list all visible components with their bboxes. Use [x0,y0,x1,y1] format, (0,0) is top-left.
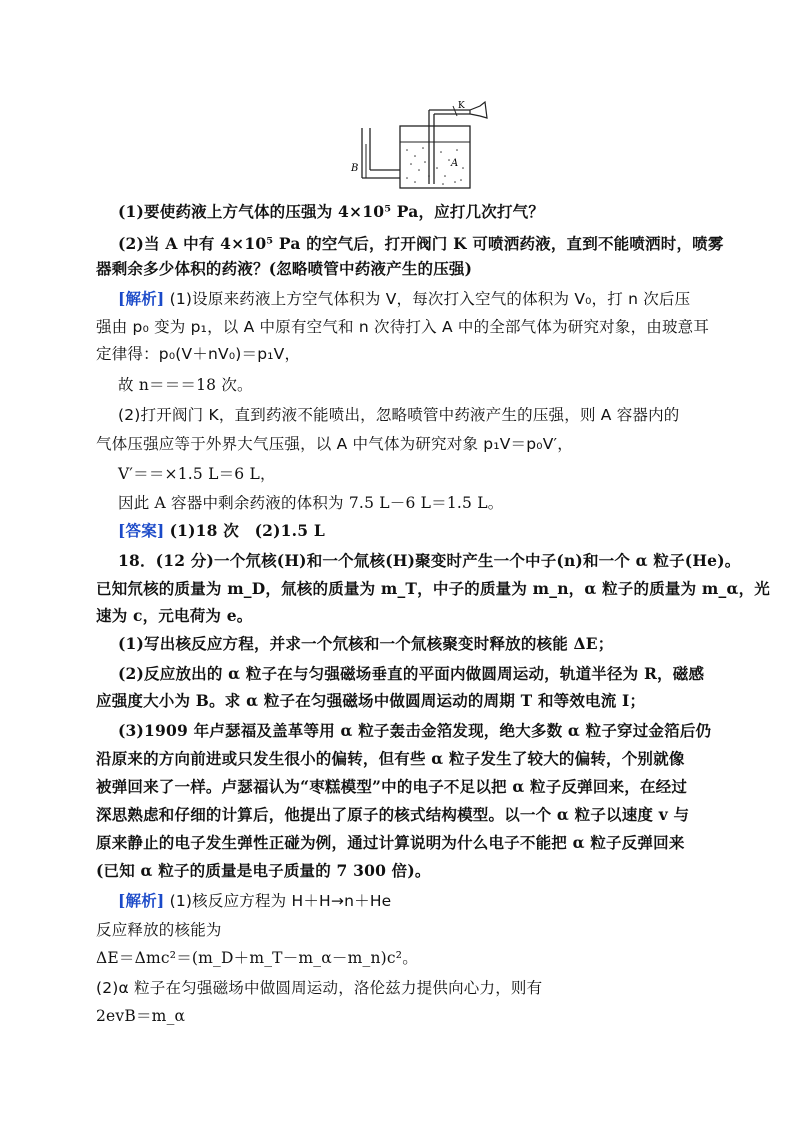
solution-3-line-3: ΔE＝Δmc²＝(m_D＋m_T－m_α－m_n)c²。 [96,949,418,967]
solution-2-line-4: 因此 A 容器中剩余药液的体积为 7.5 L－6 L＝1.5 L。 [118,494,504,512]
question-1: (1)要使药液上方气体的压强为 4×10⁵ Pa，应打几次打气？ [118,202,545,221]
container-a [400,126,470,188]
problem-18-q3-line-3: 被弹回来了一样。卢瑟福认为“枣糕模型”中的电子不足以把 α 粒子反弹回来，在经过 [96,777,688,796]
solution-1-line-2: 强由 p₀ 变为 p₁，以 A 中原有空气和 n 次待打入 A 中的全部气体为研究对象，由玻意耳 [96,318,710,336]
problem-18-line-2: 已知氘核的质量为 m_D，氚核的质量为 m_T，中子的质量为 m_n，α 粒子的质量为 m_α，光 [96,579,770,598]
problem-18-q3-line-2: 沿原来的方向前进或只发生很小的偏转，但有些 α 粒子发生了较大的偏转，个别就像 [96,749,685,768]
solution-3-line-2: 反应释放的核能为 [96,921,222,939]
label-k: K [458,101,465,111]
solution-2-line-2: 气体压强应等于外界大气压强，以 A 中气体为研究对象 p₁V＝p₀V′， [96,435,573,453]
solution-1-line-3: 定律得：p₀(V＋nV₀)＝p₁V， [96,345,301,363]
problem-18-line-1: 18．(12 分)一个氘核(H)和一个氚核(H)聚变时产生一个中子(n)和一个 α 粒子(He)。 [118,551,741,570]
problem-18-q1: (1)写出核反应方程，并求一个氘核和一个氚核聚变时释放的核能 ΔE； [118,634,614,653]
answer-text: (1)18 次 (2)1.5 L [169,521,325,540]
question-2-line-1: (2)当 A 中有 4×10⁵ Pa 的空气后，打开阀门 K 可喷洒药液，直到不能喷洒时，喷雾 [118,234,724,253]
answer-tag: [答案] [118,521,165,540]
problem-18-q2-line-2: 应强度大小为 B。求 α 粒子在匀强磁场中做圆周运动的周期 T 和等效电流 I； [96,691,646,710]
solution-1-text: (1)设原来药液上方空气体积为 V，每次打入空气的体积为 V₀，打 n 次后压 [169,290,691,308]
solution-3-text: (1)核反应方程为 H＋H→n＋He [169,892,392,910]
solution-3-line-1 [118,890,688,912]
solution-1-line-4: 故 n＝＝＝18 次。 [118,376,253,394]
solution-3-line-5: 2evB＝m_α [96,1007,186,1025]
solution-2-line-1: (2)打开阀门 K，直到药液不能喷出，忽略喷管中药液产生的压强，则 A 容器内的 [118,406,680,424]
solution-1-line-1 [118,288,691,310]
problem-18-q3-line-5: 原来静止的电子发生弹性正碰为例，通过计算说明为什么电子不能把 α 粒子反弹回来 [96,833,685,852]
problem-18-q3-line-1: (3)1909 年卢瑟福及盖革等用 α 粒子轰击金箔发现，绝大多数 α 粒子穿过金箔后仍 [118,721,712,740]
analysis-tag-2: [解析] [118,891,165,910]
problem-18-line-3: 速为 c，元电荷为 e。 [96,606,253,625]
sprayer-apparatus-figure [345,98,490,198]
analysis-tag: [解析] [118,289,165,308]
solution-2-line-3: V′＝＝×1.5 L＝6 L， [118,465,276,483]
answer-line [118,520,688,542]
problem-18-q3-line-6: (已知 α 粒子的质量是电子质量的 7 300 倍)。 [96,861,431,880]
question-2-line-2: 器剩余多少体积的药液？(忽略喷管中药液产生的压强) [96,259,473,278]
problem-18-q2-line-1: (2)反应放出的 α 粒子在与匀强磁场垂直的平面内做圆周运动，轨道半径为 R，磁感 [118,664,705,683]
label-a: A [451,158,459,169]
nozzle [470,102,487,118]
problem-18-q3-line-4: 深思熟虑和仔细的计算后，他提出了原子的核式结构模型。以一个 α 粒子以速度 v 与 [96,805,690,824]
solution-3-line-4: (2)α 粒子在匀强磁场中做圆周运动，洛伦兹力提供向心力，则有 [96,979,543,997]
label-b: B [351,163,359,174]
